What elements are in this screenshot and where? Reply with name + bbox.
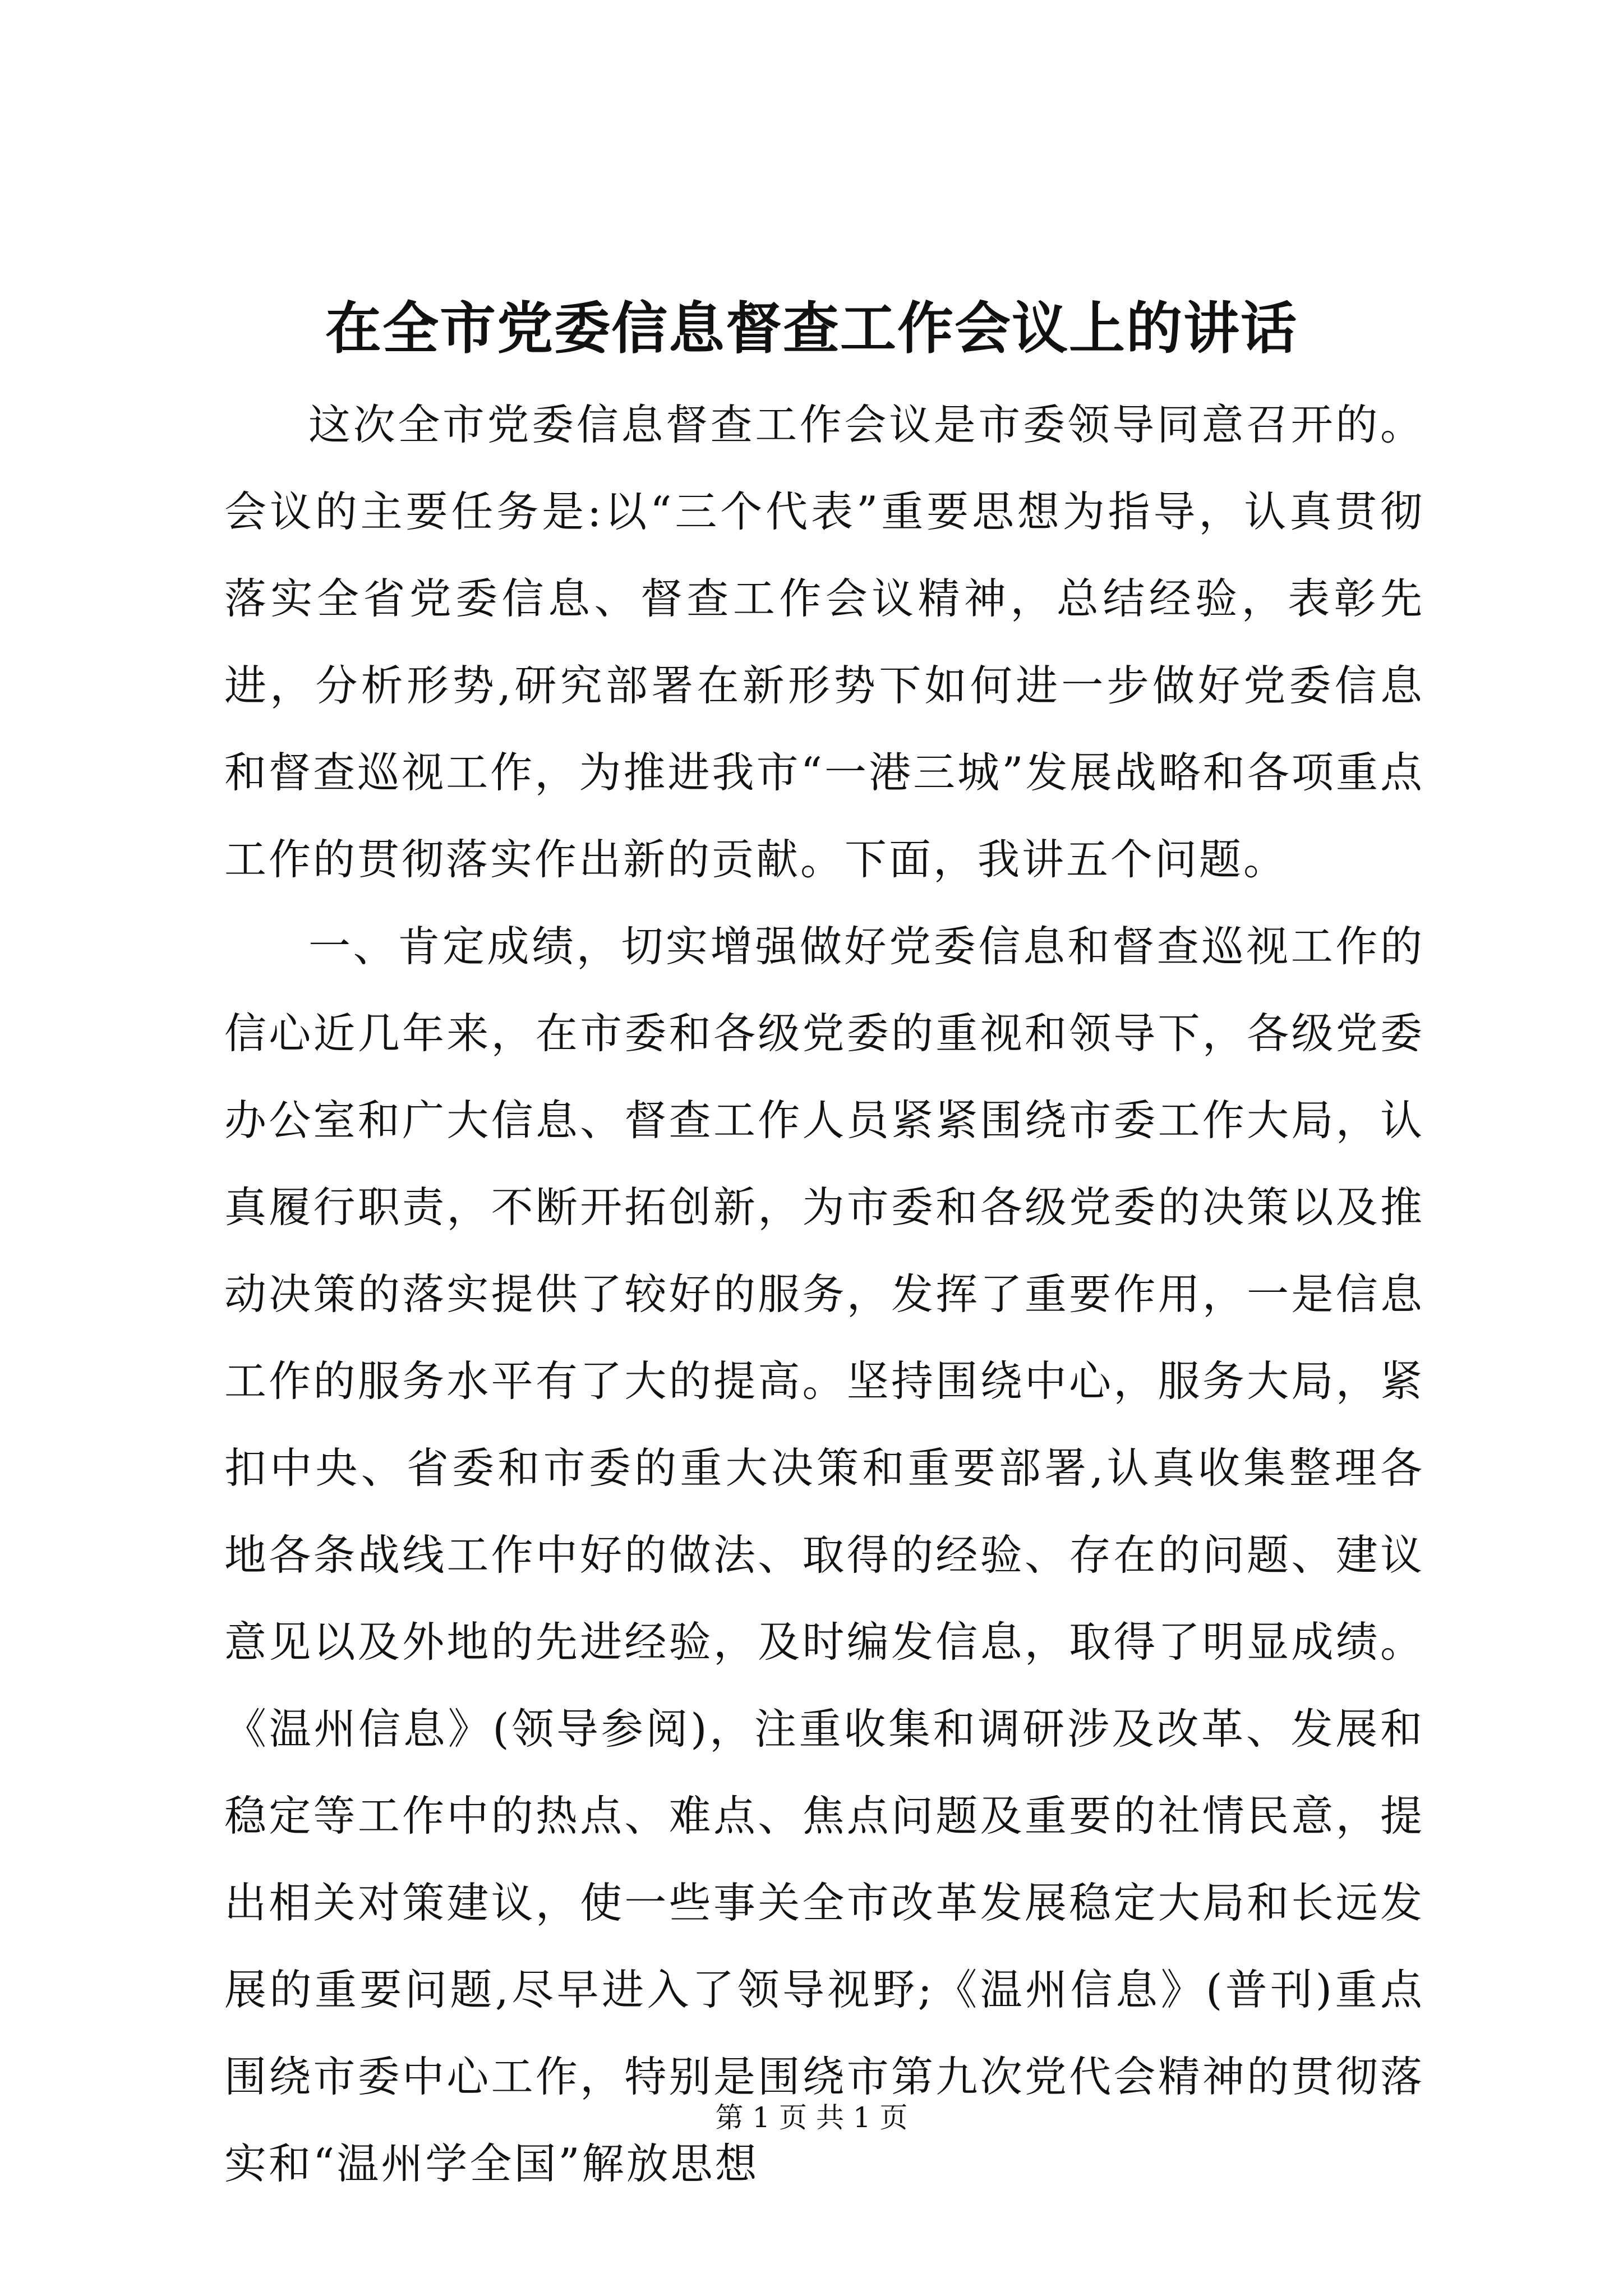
document-body — [224, 381, 1424, 2207]
paragraph-intro: 这次全市党委信息督查工作会议是市委领导同意召开的。会议的主要任务是:以“三个代表”重要思想为指导，认真贯彻落实全省党委信息、督查工作会议精神，总结经验，表彰先进，分析形势,研究部署在新形势下如何进一步做好党委信息和督查巡视工作，为推进我市“一港三城”发展战略和各项重点工作的贯彻落实作出新的贡献。下面，我讲五个问题。 — [224, 400, 1424, 884]
page-footer: 第 1 页 共 1 页 — [715, 2101, 908, 2134]
document-title: 在全市党委信息督查工作会议上的讲话 — [325, 295, 1298, 361]
paragraph-section-one: 一、肯定成绩，切实增强做好党委信息和督查巡视工作的信心近几年来，在市委和各级党委的重视和领导下，各级党委办公室和广大信息、督查工作人员紧紧围绕市委工作大局，认真履行职责，不断开拓创新，为市委和各级党委的决策以及推动决策的落实提供了较好的服务，发挥了重要作用，一是信息工作的服务水平有了大的提高。坚持围绕中心，服务大局，紧扣中央、省委和市委的重大决策和重要部署,认真收集整理各地各条战线工作中好的做法、取得的经验、存在的问题、建议意见以及外地的先进经验，及时编发信息，取得了明显成绩。《温州信息》(领导参阅)，注重收集和调研涉及改革、发展和稳定等工作中的热点、难点、焦点问题及重要的社情民意，提出相关对策建议，使一些事关全市改革发展稳定大局和长远发展的重要问题,尽早进入了领导视野;《温州信息》(普刊)重点围绕市委中心工作，特别是围绕市第九次党代会精神的贯彻落实和“温州学全国”解放思想 — [224, 922, 1424, 2188]
